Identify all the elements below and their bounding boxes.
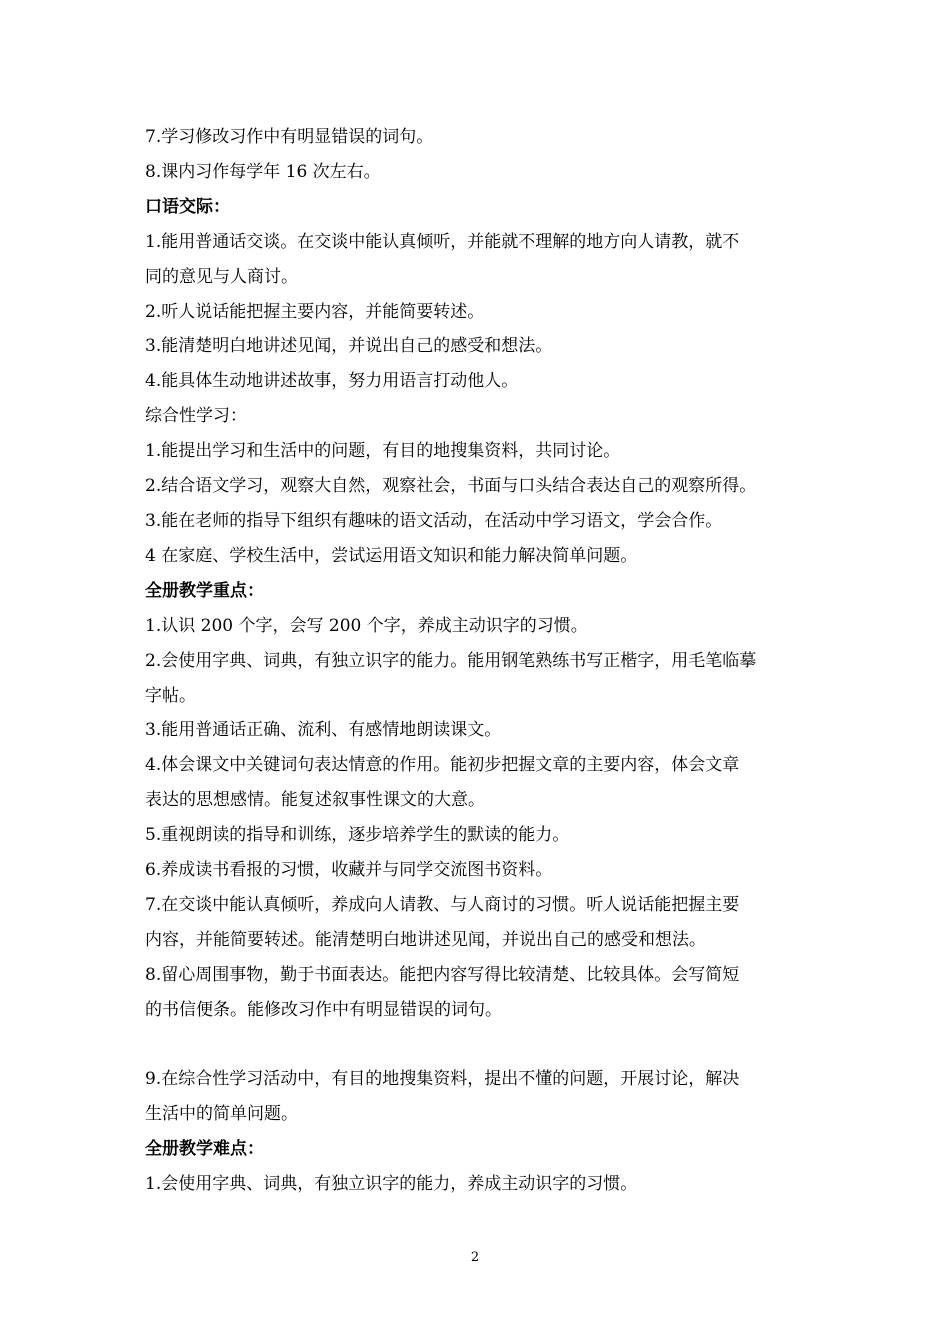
text-line: 2.会使用字典、词典，有独立识字的能力。能用钢笔熟练书写正楷字，用毛笔临摹: [145, 650, 757, 671]
section-heading-comprehensive-learning: 综合性学习：: [145, 406, 247, 427]
text-line: 9.在综合性学习活动中，有目的地搜集资料，提出不懂的问题，开展讨论，解决: [145, 1069, 740, 1090]
text-line: 的书信便条。能修改习作中有明显错误的词句。: [145, 999, 502, 1020]
text-line: 3.能用普通话正确、流利、有感情地朗读课文。: [145, 720, 502, 741]
section-heading-difficult-points: 全册教学难点：: [145, 1139, 264, 1160]
text-line: 4.体会课文中关键词句表达情意的作用。能初步把握文章的主要内容，体会文章: [145, 755, 740, 776]
text-line: 6.养成读书看报的习惯，收藏并与同学交流图书资料。: [145, 860, 553, 881]
blank-line: [145, 1028, 810, 1063]
section-heading-key-points: 全册教学重点：: [145, 580, 264, 601]
text-line: 4.能具体生动地讲述故事，努力用语言打动他人。: [145, 371, 519, 392]
text-line: 5.重视朗读的指导和训练，逐步培养学生的默读的能力。: [145, 825, 570, 846]
text-line: 7.在交谈中能认真倾听，养成向人请教、与人商讨的习惯。听人说话能把握主要: [145, 894, 740, 915]
text-line: 1.能提出学习和生活中的问题，有目的地搜集资料，共同讨论。: [145, 441, 621, 462]
text-line: 同的意见与人商讨。: [145, 266, 298, 287]
text-line: 1.认识 200 个字，会写 200 个字，养成主动识字的习惯。: [145, 615, 588, 636]
document-body: [145, 120, 810, 1202]
text-line: 表达的思想感情。能复述叙事性课文的大意。: [145, 790, 485, 811]
text-line: 2.结合语文学习，观察大自然，观察社会，书面与口头结合表达自己的观察所得。: [145, 476, 757, 497]
section-heading-oral-communication: 口语交际：: [145, 196, 230, 217]
text-line: 3.能在老师的指导下组织有趣味的语文活动，在活动中学习语文，学会合作。: [145, 510, 723, 531]
text-line: 2.听人说话能把握主要内容，并能简要转述。: [145, 301, 485, 322]
text-line: 4 在家庭、学校生活中，尝试运用语文知识和能力解决简单问题。: [145, 545, 638, 566]
text-line: 7.学习修改习作中有明显错误的词句。: [145, 127, 434, 147]
text-line: 1.能用普通话交谈。在交谈中能认真倾听，并能就不理解的地方向人请教，就不: [145, 231, 740, 252]
text-line: 字帖。: [145, 685, 196, 706]
text-line: 8.留心周围事物，勤于书面表达。能把内容写得比较清楚、比较具体。会写简短: [145, 964, 740, 985]
text-line: 内容，并能简要转述。能清楚明白地讲述见闻，并说出自己的感受和想法。: [145, 929, 706, 950]
text-line: 8.课内习作每学年 16 次左右。: [145, 161, 381, 182]
text-line: 3.能清楚明白地讲述见闻，并说出自己的感受和想法。: [145, 336, 553, 357]
text-line: 1.会使用字典、词典，有独立识字的能力，养成主动识字的习惯。: [145, 1174, 638, 1195]
page-number: 2: [470, 1250, 480, 1265]
text-line: 生活中的简单问题。: [145, 1104, 298, 1125]
